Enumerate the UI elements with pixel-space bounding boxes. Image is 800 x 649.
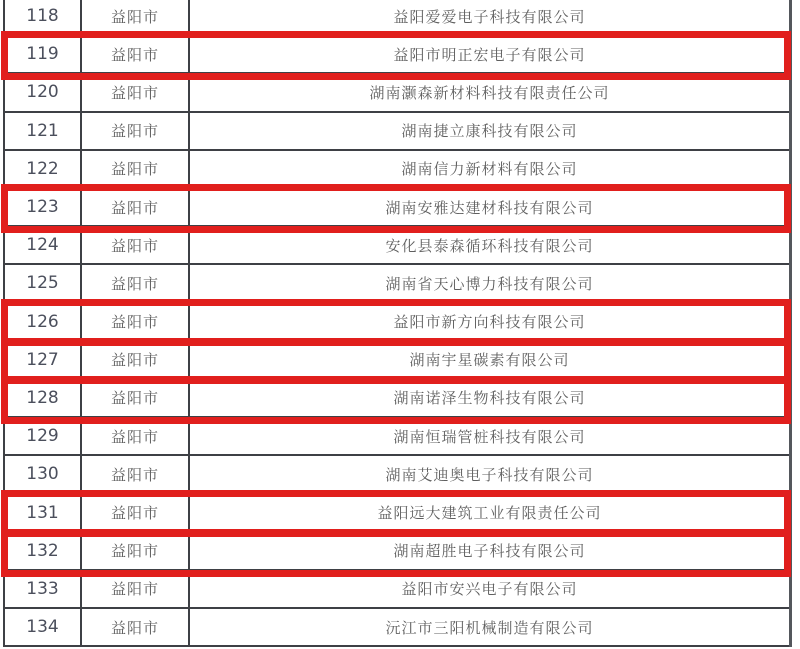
table-row xyxy=(5,304,789,342)
city-cell: 益阳市 xyxy=(82,189,190,225)
city-cell: 益阳市 xyxy=(82,533,190,569)
company-name-cell: 湖南省天心博力科技有限公司 xyxy=(385,275,594,293)
city-cell: 益阳市 xyxy=(82,304,190,340)
row-index-cell: 131 xyxy=(5,494,82,530)
row-index-cell: 129 xyxy=(5,418,82,454)
table-row xyxy=(5,533,789,571)
table-row xyxy=(5,380,789,418)
city-cell: 益阳市 xyxy=(82,265,190,301)
city-cell: 益阳市 xyxy=(82,151,190,187)
company-name-cell: 湖南恒瑞管桩科技有限公司 xyxy=(393,428,586,446)
row-index-cell: 118 xyxy=(5,0,82,34)
company-name-cell: 湖南捷立康科技有限公司 xyxy=(401,123,578,141)
row-index-cell: 130 xyxy=(5,456,82,492)
row-index-cell: 122 xyxy=(5,151,82,187)
table-row xyxy=(5,151,789,189)
city-cell: 益阳市 xyxy=(82,609,190,645)
table-row xyxy=(5,189,789,227)
company-name-cell: 益阳市新方向科技有限公司 xyxy=(393,314,586,332)
table-row xyxy=(5,113,789,151)
row-index-cell: 124 xyxy=(5,227,82,263)
city-cell: 益阳市 xyxy=(82,74,190,110)
city-cell: 益阳市 xyxy=(82,380,190,416)
company-name-cell: 益阳远大建筑工业有限责任公司 xyxy=(377,505,602,523)
company-name-cell: 沅江市三阳机械制造有限公司 xyxy=(385,619,594,637)
company-name-cell: 湖南安雅达建材科技有限公司 xyxy=(385,199,594,217)
city-cell: 益阳市 xyxy=(82,418,190,454)
table-row xyxy=(5,571,789,609)
table-row xyxy=(5,36,789,74)
city-cell: 益阳市 xyxy=(82,456,190,492)
row-index-cell: 119 xyxy=(5,36,82,72)
company-name-cell: 益阳爱爱电子科技有限公司 xyxy=(393,8,586,26)
company-name-cell: 湖南灏森新材料科技有限责任公司 xyxy=(369,84,610,102)
table-row xyxy=(5,342,789,380)
row-index-cell: 127 xyxy=(5,342,82,378)
city-cell: 益阳市 xyxy=(82,227,190,263)
city-cell: 益阳市 xyxy=(82,494,190,530)
row-index-cell: 126 xyxy=(5,304,82,340)
city-cell: 益阳市 xyxy=(82,113,190,149)
table-row xyxy=(5,227,789,265)
city-cell: 益阳市 xyxy=(82,36,190,72)
table-row xyxy=(5,494,789,532)
row-index-cell: 128 xyxy=(5,380,82,416)
row-index-cell: 123 xyxy=(5,189,82,225)
row-index-cell: 133 xyxy=(5,571,82,607)
row-index-cell: 132 xyxy=(5,533,82,569)
table-row xyxy=(5,265,789,303)
table-row xyxy=(5,418,789,456)
table-row xyxy=(5,609,789,647)
table-row xyxy=(5,456,789,494)
company-name-cell: 益阳市明正宏电子有限公司 xyxy=(393,46,586,64)
company-name-cell: 湖南宇星碳素有限公司 xyxy=(409,352,570,370)
company-name-cell: 湖南诺泽生物科技有限公司 xyxy=(393,390,586,408)
company-name-cell: 湖南超胜电子科技有限公司 xyxy=(393,543,586,561)
company-name-cell: 湖南信力新材料有限公司 xyxy=(401,161,578,179)
city-cell: 益阳市 xyxy=(82,0,190,34)
row-index-cell: 120 xyxy=(5,74,82,110)
table-row xyxy=(5,74,789,112)
table-row xyxy=(5,0,789,36)
company-table xyxy=(3,0,792,647)
city-cell: 益阳市 xyxy=(82,571,190,607)
row-index-cell: 134 xyxy=(5,609,82,645)
city-cell: 益阳市 xyxy=(82,342,190,378)
company-name-cell: 湖南艾迪奥电子科技有限公司 xyxy=(385,466,594,484)
company-name-cell: 安化县泰森循环科技有限公司 xyxy=(385,237,594,255)
row-index-cell: 121 xyxy=(5,113,82,149)
company-name-cell: 益阳市安兴电子有限公司 xyxy=(401,581,578,599)
row-index-cell: 125 xyxy=(5,265,82,301)
